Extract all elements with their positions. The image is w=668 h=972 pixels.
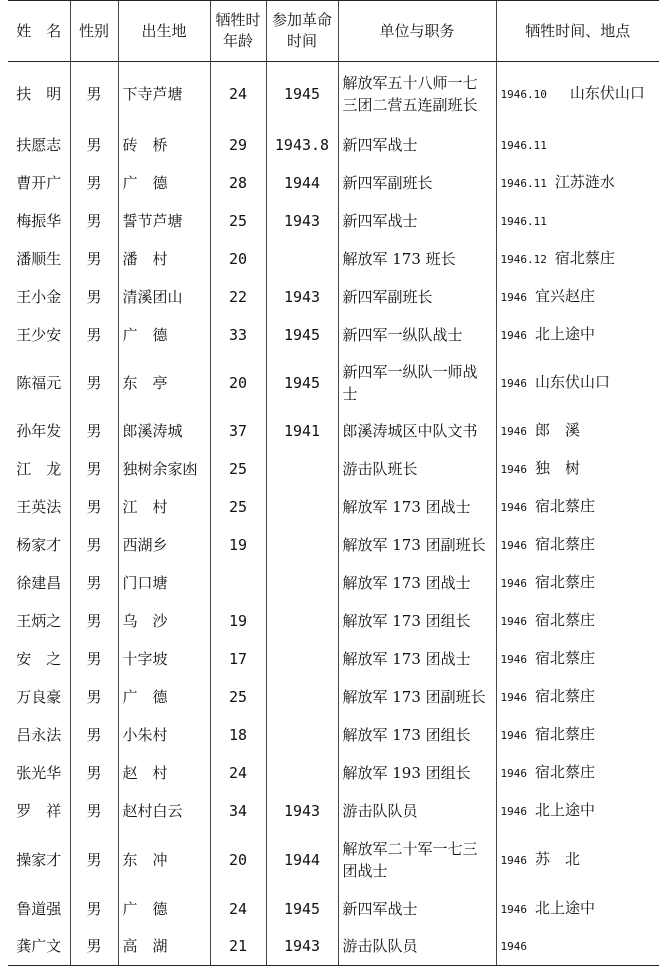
cell-joined — [266, 602, 338, 640]
cell-sex: 男 — [70, 412, 118, 450]
cell-death — [496, 488, 659, 526]
death-place: 北上途中 — [535, 898, 596, 917]
cell-unit: 新四军战士 — [338, 202, 496, 240]
table-row — [8, 202, 659, 240]
cell-death — [496, 526, 659, 564]
death-year: 1946 — [500, 728, 527, 742]
cell-death — [496, 928, 659, 966]
cell-joined: 1944 — [266, 830, 338, 890]
death-year: 1946 — [500, 538, 527, 552]
cell-sex: 男 — [70, 126, 118, 164]
cell-name: 扶愿志 — [16, 135, 62, 154]
header-joined — [266, 1, 338, 62]
header-age — [210, 1, 266, 62]
cell-unit: 新四军战士 — [338, 890, 496, 928]
cell-name: 罗 祥 — [16, 801, 62, 820]
cell-birthplace: 誓节芦塘 — [118, 202, 210, 240]
header-joined-line1: 参加革命 — [271, 11, 332, 29]
cell-birthplace: 东 冲 — [118, 830, 210, 890]
cell-joined — [266, 678, 338, 716]
cell-joined: 1945 — [266, 890, 338, 928]
cell-birthplace: 独树余家凼 — [118, 450, 210, 488]
cell-sex: 男 — [70, 526, 118, 564]
cell-sex: 男 — [70, 928, 118, 966]
table-row — [8, 126, 659, 164]
cell-unit: 新四军一纵队一师战士 — [338, 354, 496, 412]
cell-sex: 男 — [70, 278, 118, 316]
cell-age: 21 — [210, 928, 266, 966]
cell-unit: 解放军 173 团组长 — [338, 716, 496, 754]
cell-birthplace: 赵 村 — [118, 754, 210, 792]
cell-unit: 游击队班长 — [338, 450, 496, 488]
death-year: 1946 — [500, 940, 527, 954]
cell-death — [496, 564, 659, 602]
cell-joined: 1944 — [266, 164, 338, 202]
cell-age: 20 — [210, 354, 266, 412]
cell-unit: 游击队队员 — [338, 928, 496, 966]
cell-birthplace: 下寺芦塘 — [118, 62, 210, 126]
table-row — [8, 830, 659, 890]
cell-unit: 解放军 173 团副班长 — [338, 526, 496, 564]
cell-birthplace: 十字坡 — [118, 640, 210, 678]
cell-age: 18 — [210, 716, 266, 754]
death-year: 1946 — [500, 462, 527, 476]
death-place: 宜兴赵庄 — [535, 286, 596, 305]
cell-sex: 男 — [70, 354, 118, 412]
cell-unit: 解放军 193 团组长 — [338, 754, 496, 792]
death-year: 1946.11 — [500, 176, 547, 190]
cell-joined — [266, 716, 338, 754]
cell-unit: 新四军副班长 — [338, 164, 496, 202]
cell-unit: 解放军 173 团副班长 — [338, 678, 496, 716]
cell-sex: 男 — [70, 640, 118, 678]
cell-joined: 1943 — [266, 792, 338, 830]
death-year: 1946 — [500, 290, 527, 304]
death-year: 1946 — [500, 804, 527, 818]
cell-death — [496, 316, 659, 354]
death-year: 1946 — [500, 902, 527, 916]
death-place: 宿北蔡庄 — [535, 572, 596, 591]
cell-age: 34 — [210, 792, 266, 830]
table-row — [8, 316, 659, 354]
header-joined-line2: 时间 — [286, 32, 317, 50]
cell-sex: 男 — [70, 202, 118, 240]
table-row — [8, 564, 659, 602]
cell-joined: 1945 — [266, 62, 338, 126]
cell-age: 24 — [210, 62, 266, 126]
cell-death — [496, 830, 659, 890]
cell-joined: 1945 — [266, 316, 338, 354]
header-birthplace: 出生地 — [118, 1, 210, 62]
death-year: 1946 — [500, 424, 527, 438]
cell-sex: 男 — [70, 830, 118, 890]
cell-name: 王炳之 — [16, 611, 62, 630]
cell-joined — [266, 450, 338, 488]
cell-age: 25 — [210, 678, 266, 716]
cell-death — [496, 678, 659, 716]
cell-age: 19 — [210, 602, 266, 640]
cell-death — [496, 412, 659, 450]
cell-age: 24 — [210, 890, 266, 928]
cell-age: 24 — [210, 754, 266, 792]
table-row — [8, 278, 659, 316]
cell-death — [496, 754, 659, 792]
cell-birthplace: 清溪团山 — [118, 278, 210, 316]
cell-birthplace: 广 德 — [118, 678, 210, 716]
cell-unit: 解放军 173 团战士 — [338, 640, 496, 678]
cell-death — [496, 354, 659, 412]
cell-sex: 男 — [70, 450, 118, 488]
death-place: 宿北蔡庄 — [535, 686, 596, 705]
death-year: 1946 — [500, 690, 527, 704]
cell-sex: 男 — [70, 488, 118, 526]
cell-sex: 男 — [70, 678, 118, 716]
cell-age: 37 — [210, 412, 266, 450]
cell-death — [496, 62, 659, 126]
cell-sex: 男 — [70, 62, 118, 126]
death-place: 山东伏山口 — [535, 372, 611, 391]
cell-birthplace: 赵村白云 — [118, 792, 210, 830]
cell-joined — [266, 564, 338, 602]
cell-unit: 解放军二十军一七三团战士 — [338, 830, 496, 890]
roster-body — [8, 62, 659, 966]
cell-name: 王少安 — [16, 325, 62, 344]
death-place: 山东伏山口 — [554, 83, 645, 102]
cell-unit: 游击队队员 — [338, 792, 496, 830]
cell-death — [496, 890, 659, 928]
cell-death — [496, 716, 659, 754]
cell-unit: 解放军 173 团战士 — [338, 488, 496, 526]
cell-joined: 1943 — [266, 278, 338, 316]
header-sex: 性别 — [70, 1, 118, 62]
cell-sex: 男 — [70, 316, 118, 354]
table-row — [8, 488, 659, 526]
cell-unit: 新四军一纵队战士 — [338, 316, 496, 354]
cell-age: 25 — [210, 488, 266, 526]
cell-birthplace: 广 德 — [118, 890, 210, 928]
death-year: 1946 — [500, 614, 527, 628]
cell-joined — [266, 640, 338, 678]
death-year: 1946.10 — [500, 87, 547, 101]
table-row — [8, 678, 659, 716]
cell-name: 陈福元 — [16, 373, 62, 392]
cell-unit: 解放军 173 班长 — [338, 240, 496, 278]
death-place: 宿北蔡庄 — [554, 248, 615, 267]
cell-sex: 男 — [70, 240, 118, 278]
cell-death — [496, 450, 659, 488]
death-place: 宿北蔡庄 — [535, 762, 596, 781]
death-place: 北上途中 — [535, 324, 596, 343]
cell-joined — [266, 240, 338, 278]
cell-name: 扶 明 — [16, 84, 62, 103]
cell-birthplace: 潘 村 — [118, 240, 210, 278]
cell-name: 操家才 — [16, 850, 62, 869]
death-year: 1946.11 — [500, 214, 547, 228]
cell-age: 25 — [210, 450, 266, 488]
cell-name: 孙年发 — [16, 421, 62, 440]
cell-birthplace: 门口塘 — [118, 564, 210, 602]
cell-age — [210, 564, 266, 602]
table-row — [8, 526, 659, 564]
death-year: 1946 — [500, 853, 527, 867]
table-row — [8, 602, 659, 640]
cell-death — [496, 792, 659, 830]
cell-age: 20 — [210, 830, 266, 890]
cell-sex: 男 — [70, 754, 118, 792]
cell-death — [496, 278, 659, 316]
cell-death — [496, 640, 659, 678]
cell-birthplace: 高 湖 — [118, 928, 210, 966]
cell-name: 吕永法 — [16, 725, 62, 744]
cell-sex: 男 — [70, 890, 118, 928]
death-place: 宿北蔡庄 — [535, 496, 596, 515]
cell-name: 安 之 — [16, 649, 62, 668]
cell-birthplace: 乌 沙 — [118, 602, 210, 640]
table-row — [8, 164, 659, 202]
death-place: 北上途中 — [535, 800, 596, 819]
cell-joined: 1943 — [266, 928, 338, 966]
header-row — [8, 1, 659, 62]
cell-death — [496, 240, 659, 278]
death-year: 1946.11 — [500, 138, 547, 152]
cell-name: 江 龙 — [16, 459, 62, 478]
table-row — [8, 640, 659, 678]
cell-joined — [266, 488, 338, 526]
cell-age: 20 — [210, 240, 266, 278]
table-row — [8, 240, 659, 278]
cell-unit: 新四军战士 — [338, 126, 496, 164]
table-row — [8, 754, 659, 792]
header-age-line2: 年龄 — [222, 32, 253, 50]
cell-age: 19 — [210, 526, 266, 564]
cell-joined: 1945 — [266, 354, 338, 412]
death-year: 1946 — [500, 576, 527, 590]
cell-age: 17 — [210, 640, 266, 678]
death-place: 苏 北 — [535, 849, 581, 868]
death-year: 1946 — [500, 328, 527, 342]
death-place: 独 树 — [535, 458, 581, 477]
cell-age: 33 — [210, 316, 266, 354]
cell-joined — [266, 754, 338, 792]
cell-death — [496, 126, 659, 164]
death-year: 1946 — [500, 652, 527, 666]
cell-death — [496, 164, 659, 202]
header-death: 牺牲时间、地点 — [496, 1, 659, 62]
cell-name: 鲁道强 — [16, 899, 62, 918]
cell-age: 29 — [210, 126, 266, 164]
cell-unit: 解放军 173 团组长 — [338, 602, 496, 640]
cell-unit: 郎溪涛城区中队文书 — [338, 412, 496, 450]
cell-birthplace: 西湖乡 — [118, 526, 210, 564]
table-row — [8, 792, 659, 830]
header-age-line1: 牺牲时 — [215, 11, 261, 29]
cell-name: 龚广文 — [8, 928, 70, 966]
cell-name: 曹开广 — [16, 173, 62, 192]
cell-birthplace: 东 亭 — [118, 354, 210, 412]
death-year: 1946 — [500, 500, 527, 514]
cell-birthplace: 广 德 — [118, 164, 210, 202]
cell-joined — [266, 526, 338, 564]
cell-sex: 男 — [70, 602, 118, 640]
death-place: 宿北蔡庄 — [535, 648, 596, 667]
cell-birthplace: 广 德 — [118, 316, 210, 354]
cell-sex: 男 — [70, 792, 118, 830]
death-place: 宿北蔡庄 — [535, 534, 596, 553]
table-row — [8, 62, 659, 126]
cell-unit: 新四军副班长 — [338, 278, 496, 316]
cell-name: 王小金 — [16, 287, 62, 306]
death-place: 宿北蔡庄 — [535, 724, 596, 743]
cell-age: 22 — [210, 278, 266, 316]
cell-joined: 1943 — [266, 202, 338, 240]
cell-name: 徐建昌 — [16, 573, 62, 592]
cell-name: 梅振华 — [16, 211, 62, 230]
table-row — [8, 928, 659, 966]
death-year: 1946 — [500, 766, 527, 780]
cell-sex: 男 — [70, 564, 118, 602]
cell-age: 28 — [210, 164, 266, 202]
cell-age: 25 — [210, 202, 266, 240]
table-row — [8, 890, 659, 928]
table-row — [8, 412, 659, 450]
cell-death — [496, 202, 659, 240]
cell-sex: 男 — [70, 164, 118, 202]
cell-name: 张光华 — [16, 763, 62, 782]
martyr-roster-table — [8, 0, 659, 966]
cell-unit: 解放军 173 团战士 — [338, 564, 496, 602]
death-year: 1946.12 — [500, 252, 547, 266]
cell-birthplace: 江 村 — [118, 488, 210, 526]
header-unit: 单位与职务 — [338, 1, 496, 62]
cell-name: 王英法 — [16, 497, 62, 516]
table-row — [8, 354, 659, 412]
cell-name: 潘顺生 — [16, 249, 62, 268]
cell-unit: 解放军五十八师一七三团二营五连副班长 — [338, 62, 496, 126]
header-name: 姓 名 — [8, 1, 70, 62]
cell-birthplace: 砖 桥 — [118, 126, 210, 164]
death-year: 1946 — [500, 376, 527, 390]
cell-name: 杨家才 — [16, 535, 62, 554]
cell-birthplace: 小朱村 — [118, 716, 210, 754]
table-row — [8, 450, 659, 488]
death-place: 江苏涟水 — [554, 172, 615, 191]
cell-joined: 1943.8 — [266, 126, 338, 164]
death-place: 宿北蔡庄 — [535, 610, 596, 629]
death-place: 郎 溪 — [535, 420, 581, 439]
cell-name: 万良豪 — [16, 687, 62, 706]
cell-birthplace: 郎溪涛城 — [118, 412, 210, 450]
cell-sex: 男 — [70, 716, 118, 754]
cell-joined: 1941 — [266, 412, 338, 450]
cell-death — [496, 602, 659, 640]
table-row — [8, 716, 659, 754]
